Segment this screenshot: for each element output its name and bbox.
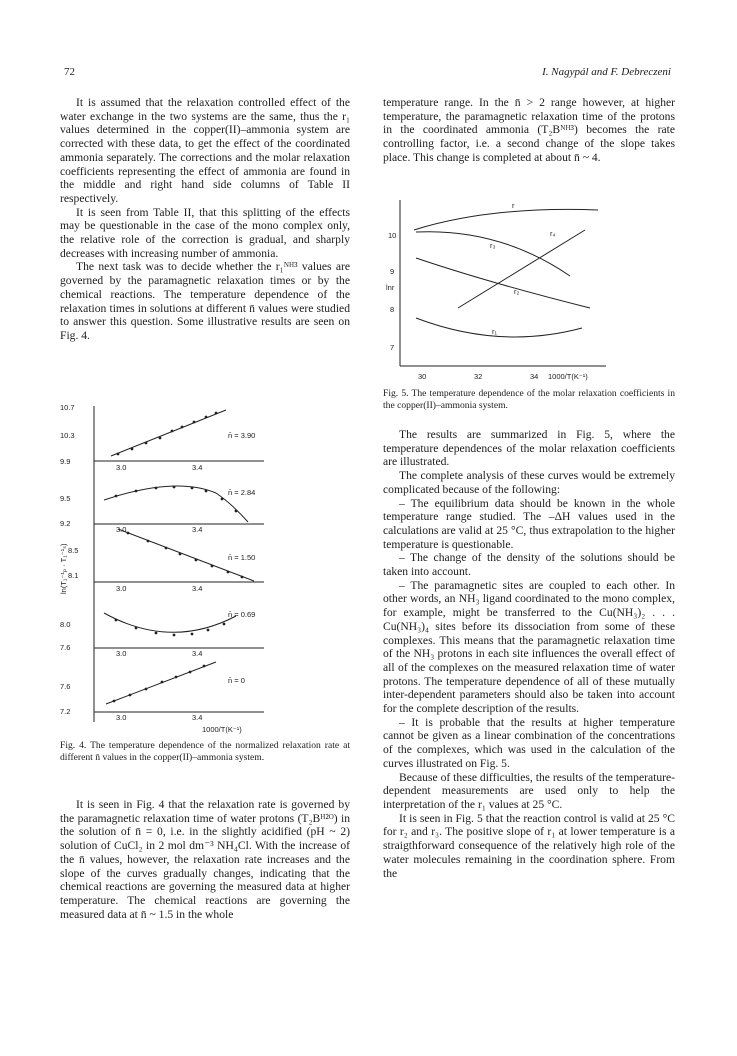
tick-label: 8 (390, 305, 395, 314)
tick-label: 3.4 (192, 649, 203, 658)
list-item: – The change of the density of the solutions should be taken into account. (383, 551, 675, 579)
paragraph: It is assumed that the relaxation controlled effect of the water exchange in the two systems are the same, thus the r₁ values determined in the copper(II)–ammonia system are corrected with these data, to get the effect of the coordinated ammonia separately. The corrections and the molar relaxation coefficients representing the effect of ammonia are found in the middle and right hand side columns of Table II respectively. (60, 96, 350, 205)
tick-label: 9.9 (60, 457, 71, 466)
tick-label: 3.0 (116, 584, 127, 593)
tick-label: 8.0 (60, 620, 71, 629)
tick-label: 8.5 (68, 546, 79, 555)
left-column-top (60, 96, 350, 343)
tick-label: 9.2 (60, 519, 71, 528)
curve-label: r₁ (492, 327, 498, 336)
tick-label: 3.0 (116, 713, 127, 722)
panel-label: n̄ = 0.69 (228, 610, 256, 619)
panel-label: n̄ = 1.50 (228, 553, 256, 562)
tick-label: 10.3 (60, 431, 75, 440)
paragraph: The results are summarized in Fig. 5, where the temperature dependences of the molar relaxation coefficients are illustrated. (383, 428, 675, 469)
right-column-bottom (383, 428, 675, 880)
list-item: – It is probable that the results at higher temperature cannot be given as a linear combination of the concentrations of the complexes, which was used in the calculation of the curves illustrated on Fig. 5. (383, 715, 675, 770)
curve-label: r₂ (514, 287, 520, 296)
y-axis-label: ln(T₁⁻¹ₚ · T₁⁻¹ₛ) (59, 543, 68, 594)
tick-label: 7.6 (60, 643, 71, 652)
tick-label: 30 (418, 372, 427, 381)
tick-label: 3.0 (116, 649, 127, 658)
figure-5-caption: Fig. 5. The temperature dependence of the molar relaxation coefficients in the copper(II)–ammonia system. (383, 388, 675, 411)
tick-label: 3.4 (192, 463, 203, 472)
x-axis-label: 1000/T(K⁻¹) (202, 725, 242, 734)
tick-label: 3.4 (192, 713, 203, 722)
paragraph: temperature range. In the n̄ > 2 range however, at higher temperature, the paramagnetic relaxation time of the protons in the coordinated ammonia (T₂Bᴺᴴ³) becomes the rate controlling factor, i.e. a second change of the slope takes place. This change is completed at about n̄ ~ 4. (383, 96, 675, 164)
tick-label: 7.2 (60, 707, 71, 716)
paragraph: The next task was to decide whether the r₁ᴺᴴ³ values are governed by the paramagnetic relaxation times or by the chemical reactions. The temperature dependence of the relaxation times in solutions at different n̄ values were studied to answer this question. Some illustrative results are seen on Fig. 4. (60, 260, 350, 342)
tick-label: 9.5 (60, 494, 71, 503)
panel-label: n̄ = 0 (228, 676, 245, 685)
page-number: 72 (64, 66, 75, 78)
tick-label: 32 (474, 372, 483, 381)
curve-label: r₃ (490, 241, 496, 250)
tick-label: 7.6 (60, 682, 71, 691)
figure-4 (56, 398, 352, 736)
paragraph: It is seen in Fig. 4 that the relaxation rate is governed by the paramagnetic relaxation time of water protons (T₂Bᴴ²ᴼ) in the solution of n̄ = 0, i.e. in the slightly acidified (pH ~ 2) solution of CuCl₂ in 2 mol dm⁻³ NH₄Cl. With the increase of the n̄ values, however, the relaxation rate increases and the slope of the curves gradually changes, indicating that the chemical reactions are governing the measured data at higher temperature. The chemical reactions are governing the measured data at n̄ ~ 1.5 in the whole (60, 798, 350, 921)
list-item: – The equilibrium data should be known in the whole temperature range studied. The –ΔH values used in the calculations are valid at 25 °C, thus extrapolation to the higher temperature is questionable. (383, 496, 675, 551)
tick-label: 10 (388, 231, 397, 240)
curve-label: r (512, 201, 515, 210)
tick-label: 10.7 (60, 403, 75, 412)
tick-label: 8.1 (68, 571, 79, 580)
figure-4-caption: Fig. 4. The temperature dependence of the normalized relaxation rate at different n̄ values in the copper(II)–ammonia system. (60, 740, 350, 763)
paragraph: It is seen from Table II, that this splitting of the effects may be questionable in the case of the mono complex only, the relative role of the correction is gradual, and sharply decreases with increasing number of ammonia. (60, 205, 350, 260)
y-axis-label: lnr (386, 283, 395, 292)
tick-label: 7 (390, 343, 395, 352)
paragraph: Because of these difficulties, the results of the temperature-dependent measurements are used only to help the interpretation of the r₁ values at 25 °C. (383, 770, 675, 811)
x-axis-label: 1000/T(K⁻¹) (548, 372, 588, 381)
tick-label: 3.4 (192, 584, 203, 593)
tick-label: 3.0 (116, 463, 127, 472)
tick-label: 34 (530, 372, 539, 381)
paragraph: The complete analysis of these curves would be extremely complicated because of the following: (383, 469, 675, 496)
tick-label: 9 (390, 267, 395, 276)
figure-5 (380, 188, 620, 384)
paragraph: It is seen in Fig. 5 that the reaction control is valid at 25 °C for r₂ and r₃. The positive slope of r₁ at lower temperature is a straigthforward consequence of the relatively high role of the water molecules remaining in the coordination sphere. From the (383, 811, 675, 880)
tick-label: 3.0 (116, 525, 127, 534)
panel-label: n̄ = 2.84 (228, 488, 256, 497)
right-column-top (383, 96, 675, 165)
list-item: – The paramagnetic sites are coupled to each other. In other words, an NH₃ ligand coordinated to the mono complex, for example, might be transferred to the Cu(NH₃)₂ . . . Cu(NH₃)₄ sites before its dissociation from some of these complexes. This means that the paramagnetic relaxation time of the NH₃ protons in each site influences the overall effect of all of the complexes on the measured relaxation time of water protons. The temperature dependence of all of these mutually inter-dependent parameters should also be taken into account for the complete description of the results. (383, 578, 675, 716)
running-head: I. Nagypál and F. Debreczeni (542, 66, 671, 78)
tick-label: 3.4 (192, 525, 203, 534)
curve-label: r₄ (550, 229, 556, 238)
left-column-bottom (60, 798, 350, 921)
panel-label: n̄ = 3.90 (228, 431, 256, 440)
